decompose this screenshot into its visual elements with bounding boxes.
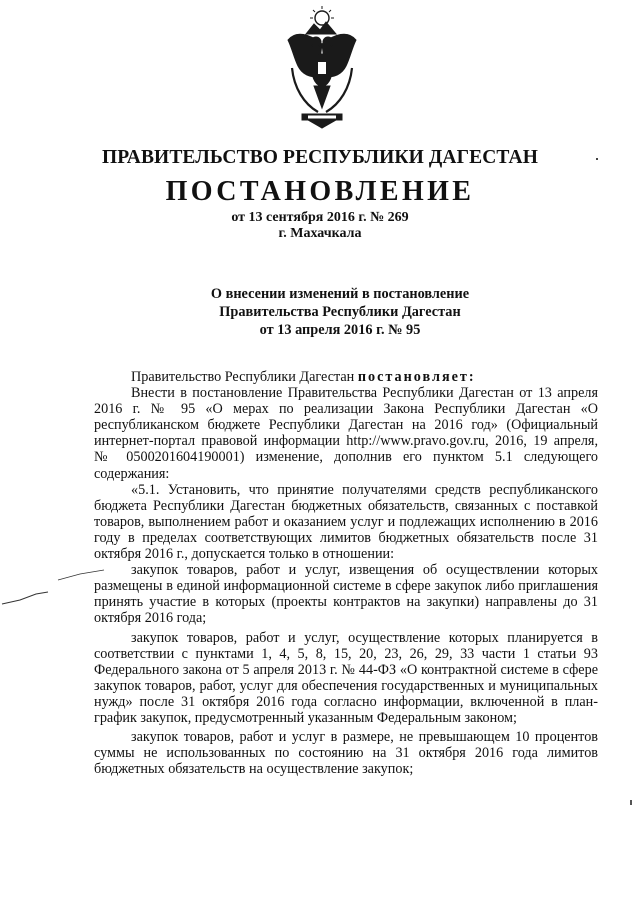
- decree-word: постановляет:: [357, 369, 476, 385]
- subject-line-1: О внесении изменений в постановление: [210, 286, 470, 302]
- scan-dot: [630, 800, 632, 805]
- clause-5-1-paragraph: «5.1. Установить, что принятие получателями средств республиканского бюджета Республики Дагестан бюджетных обязательств, связанных с поставкой товаров, выполнением работ и оказанием услуг и подлежащих исполнению в 2016 году в пределах соответствующих лимитов бюджетных обязательств после 31 октября 2016 г., допускается только в отношении:: [94, 481, 598, 563]
- item-2-paragraph: закупок товаров, работ и услуг, осуществление которых планируется в соответствии с пунктами 1, 4, 5, 8, 15, 20, 23, 26, 29, 33 части 1 статьи 93 Федерального закона от 5 апреля 2013 г. № 44-ФЗ «О контрактной системе в сфере закупок товаров, работ, услуг для обеспечения государственных и муниципальных нужд» после 31 октября 2016 года согласно информации, включенной в план-график закупок, предусмотренный указанным Федеральным законом;: [94, 629, 598, 726]
- preamble-text: Правительство Республики Дагестан: [131, 369, 358, 385]
- date-and-number: от 13 сентября 2016 г. № 269: [231, 210, 409, 225]
- margin-pen-stroke: [0, 560, 110, 610]
- amendment-paragraph: Внести в постановление Правительства Республики Дагестан от 13 апреля 2016 г. № 95 «О мерах по реализации Закона Республики Дагестан «О республиканском бюджете Республики Дагестан на 2016 год» (Официальный интернет-портал правовой информации http://www.pravo.gov.ru, 2016, 19 апреля, № 0500201604190001) изменение, дополнив его пунктом 5.1 следующего содержания:: [94, 385, 598, 482]
- preamble-paragraph: [94, 369, 598, 385]
- city-name: г. Махачкала: [278, 226, 362, 241]
- scan-dot: [596, 158, 598, 160]
- government-title: ПРАВИТЕЛЬСТВО РЕСПУБЛИКИ ДАГЕСТАН: [101, 147, 538, 168]
- item-1-paragraph: закупок товаров, работ и услуг, извещения об осуществлении которых размещены в единой информационной системе в сфере закупок либо приглашения принять участие в которых (проекты контрактов на закупки) направлены до 31 октября 2016 года;: [94, 562, 598, 627]
- document-body: [94, 369, 598, 777]
- subject-line-3: от 13 апреля 2016 г. № 95: [259, 322, 421, 338]
- coat-of-arms-emblem: [278, 4, 366, 130]
- subject-line-2: Правительства Республики Дагестан: [219, 304, 461, 320]
- item-3-paragraph: закупок товаров, работ и услуг в размере, не превышающем 10 процентов суммы не использованных по состоянию на 31 октября 2016 года лимитов бюджетных обязательств на осуществление закупок;: [94, 729, 598, 778]
- document-type-title: ПОСТАНОВЛЕНИЕ: [165, 176, 475, 207]
- document-subject: [190, 285, 490, 339]
